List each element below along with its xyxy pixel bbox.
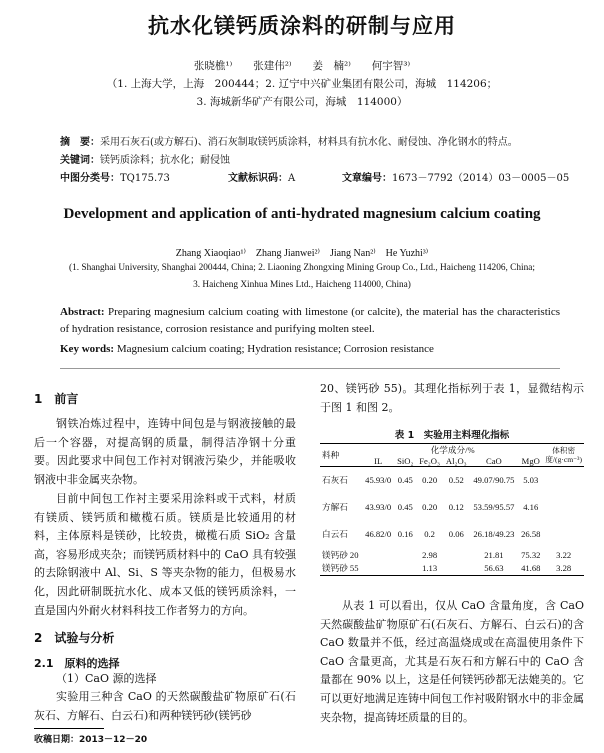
- table-cell: 方解石: [322, 502, 348, 512]
- authors-zh: 张晓樵¹⁾ 张建伟²⁾ 姜 楠²⁾ 何宇智³⁾: [193, 60, 411, 72]
- table-header-col: Fe₂O₃: [416, 456, 443, 467]
- section2-1-title: 2.1 原料的选择: [34, 657, 120, 670]
- table-row: [320, 562, 584, 576]
- article-no-value: 1673－7792（2014）03－0005－05: [392, 173, 570, 184]
- classification-value: TQ175.73: [120, 173, 170, 184]
- table-cell: 56.63: [484, 563, 504, 574]
- table-cell: 26.18/49.23: [473, 529, 515, 539]
- table-cell: 46.82/0: [365, 529, 392, 539]
- table-header-col: MgO: [518, 456, 543, 467]
- section2-1-1-title: （1）CaO 源的选择: [56, 672, 157, 685]
- article-no-row: [342, 169, 569, 184]
- table-cell: 石灰石: [322, 475, 348, 486]
- table-cell: 0.20: [422, 475, 438, 486]
- keywords-en: [60, 341, 560, 358]
- abstract-en-label: Abstract:: [60, 306, 105, 318]
- table-header-col: Al₂O₃: [443, 456, 470, 467]
- abstract-zh-text: 采用石灰石(或方解石)、消石灰制取镁钙质涂料，材料具有抗水化、耐侵蚀、净化钢水的特点。: [100, 137, 518, 148]
- abstract-zh-label: 摘 要：: [60, 137, 100, 148]
- table-header-row-1: [320, 444, 584, 457]
- right-paragraph1: 从表 1 可以看出，仅从 CaO 含量角度，含 CaO 天然碳酸盐矿物原矿石(石灰石、方解石、白云石)的含 CaO 数量并不低，经过高温烧成或在高温使用条件下 CaO 含量更高，尤其是石灰石和方解石中的 CaO 含量都在 90% 以上，这是任何镁钙砂都无法媲美的。它可以更好地满足连铸中间包工作衬吸附钢水中的非金属夹杂物，提高铸坯质量的目的。: [320, 599, 584, 724]
- table-cell: [543, 521, 584, 548]
- table-cell: 镁钙砂 20: [322, 549, 359, 560]
- table-cell: [443, 562, 470, 576]
- table-header-group: 化学成分/%: [430, 445, 475, 455]
- table-cell: 4.16: [523, 502, 539, 512]
- table-cell: 53.59/95.57: [473, 502, 515, 512]
- affiliation-en-line1: (1. Shanghai University, Shanghai 200444, China; 2. Liaoning Zhongxing Mining Group Co., Ltd., Haicheng 114206, China;: [69, 263, 535, 273]
- table-header-material: 料种: [320, 444, 362, 467]
- table-wrap: [320, 443, 584, 576]
- table-header-col: SiO₂: [394, 456, 416, 467]
- footnote-divider: [34, 728, 104, 729]
- table-row: [320, 467, 584, 494]
- abstract-en-text: Preparing magnesium calcium coating with limestone (or calcite), the material has the characteristics of hydration resistance, corrosion resistance and purifying molten steel.: [60, 306, 560, 335]
- keywords-zh-text: 镁钙质涂料；抗水化；耐侵蚀: [100, 155, 230, 166]
- table-cell: 0.16: [397, 529, 413, 539]
- table-header-col: IL: [362, 456, 394, 467]
- right-paragraph0: 20、镁钙砂 55)。其理化指标列于表 1，显微结构示于图 1 和图 2。: [320, 382, 584, 414]
- table-cell: 0.45: [397, 475, 413, 486]
- table-cell: [394, 562, 416, 576]
- received-date: 收稿日期：2013－12－20: [34, 735, 148, 745]
- header-divider: [60, 368, 560, 369]
- doc-code-value: A: [288, 173, 296, 184]
- section2-title: 2 试验与分析: [34, 631, 115, 645]
- abstract-en: [60, 304, 560, 338]
- article-no-label: 文章编号：: [342, 173, 392, 184]
- table-cell: 3.22: [556, 549, 572, 560]
- doc-code-row: [228, 169, 295, 184]
- table-cell: 0.2: [424, 529, 435, 539]
- title-en: Development and application of anti-hydrated magnesium calcium coating: [63, 206, 541, 222]
- classification-row: [60, 169, 170, 184]
- table-cell: 1.13: [422, 563, 438, 574]
- keywords-zh: [60, 151, 230, 166]
- section1-title: 1 前言: [34, 392, 79, 406]
- table-cell: 21.81: [484, 549, 504, 560]
- table-row: [320, 548, 584, 562]
- table-cell: 白云石: [322, 529, 348, 539]
- table-cell: 5.03: [523, 475, 539, 486]
- keywords-en-text: Magnesium calcium coating; Hydration resistance; Corrosion resistance: [114, 343, 434, 355]
- table-cell: 43.93/0: [365, 502, 392, 512]
- table-cell: 45.93/0: [365, 475, 392, 486]
- table-cell: [394, 548, 416, 562]
- table-cell: [362, 548, 394, 562]
- table-cell: 0.20: [422, 502, 438, 512]
- table-cell: [543, 467, 584, 494]
- section1-paragraph1: 钢铁冶炼过程中，连铸中间包是与钢液接触的最后一个容器，对提高钢的质量，制得洁净钢十分重要。因此要求中间包工作衬对钢液污染少，并能吸收钢液中非金属夹杂物。: [34, 417, 296, 486]
- table-header-col: CaO: [470, 456, 519, 467]
- table-cell: 2.98: [422, 549, 438, 560]
- section1-paragraph2: 目前中间包工作衬主要采用涂料或干式料，材质有镁质、镁钙质和橄榄石质。镁质是比较通用的材料，主体原料是镁砂，比较贵，橄榄石质 SiO₂ 含量高，容易形成夹杂；而镁钙质材料中的 CaO 具有较强的去除钢液中 Al、Si、S 等夹杂物的能力，但极易水化，因此研制既抗水化、成本又低的镁钙质涂料，一直是国内外耐火材料科技工作者努力的方向。: [34, 492, 296, 617]
- affiliation-en-line2: 3. Haicheng Xinhua Mines Ltd., Haicheng 114000, China): [193, 280, 411, 290]
- table-cell: 0.52: [448, 475, 464, 486]
- keywords-zh-label: 关键词：: [60, 155, 100, 166]
- table-cell: 49.07/90.75: [473, 475, 515, 486]
- table-cell: 41.68: [521, 563, 541, 574]
- affiliation-zh-line1: （1. 上海大学，上海 200444；2. 辽宁中兴矿业集团有限公司，海城 114206；: [106, 78, 498, 90]
- affiliation-zh-line2: 3. 海城新华矿产有限公司，海城 114000）: [196, 96, 408, 108]
- section2-1-paragraph1: 实验用三种含 CaO 的天然碳酸盐矿物原矿石(石灰石、方解石、白云石)和两种镁钙砂(镁钙砂: [34, 690, 296, 722]
- table-cell: 75.32: [521, 549, 541, 560]
- table-header-density: 体积密度/(g·cm⁻³): [543, 444, 584, 467]
- table-cell: 0.12: [448, 502, 464, 512]
- table-row: [320, 521, 584, 548]
- keywords-en-label: Key words:: [60, 343, 115, 355]
- table-cell: [443, 548, 470, 562]
- classification-label: 中图分类号：: [60, 173, 120, 184]
- table-cell: 0.45: [397, 502, 413, 512]
- authors-en: Zhang Xiaoqiao¹⁾ Zhang Jianwei²⁾ Jiang Nan²⁾ He Yuzhi³⁾: [175, 248, 429, 259]
- abstract-zh: [60, 133, 518, 148]
- table-cell: 3.28: [556, 563, 572, 574]
- table-row: [320, 494, 584, 521]
- table-cell: [362, 562, 394, 576]
- properties-table: [320, 443, 584, 576]
- table-cell: [543, 494, 584, 521]
- title-zh: 抗水化镁钙质涂料的研制与应用: [148, 14, 456, 38]
- table-caption: 表 1 实验用主料理化指标: [394, 430, 510, 441]
- table-cell: 26.58: [521, 529, 541, 539]
- table-cell: 0.06: [448, 529, 464, 539]
- table-cell: 镁钙砂 55: [322, 563, 359, 574]
- doc-code-label: 文献标识码：: [228, 173, 288, 184]
